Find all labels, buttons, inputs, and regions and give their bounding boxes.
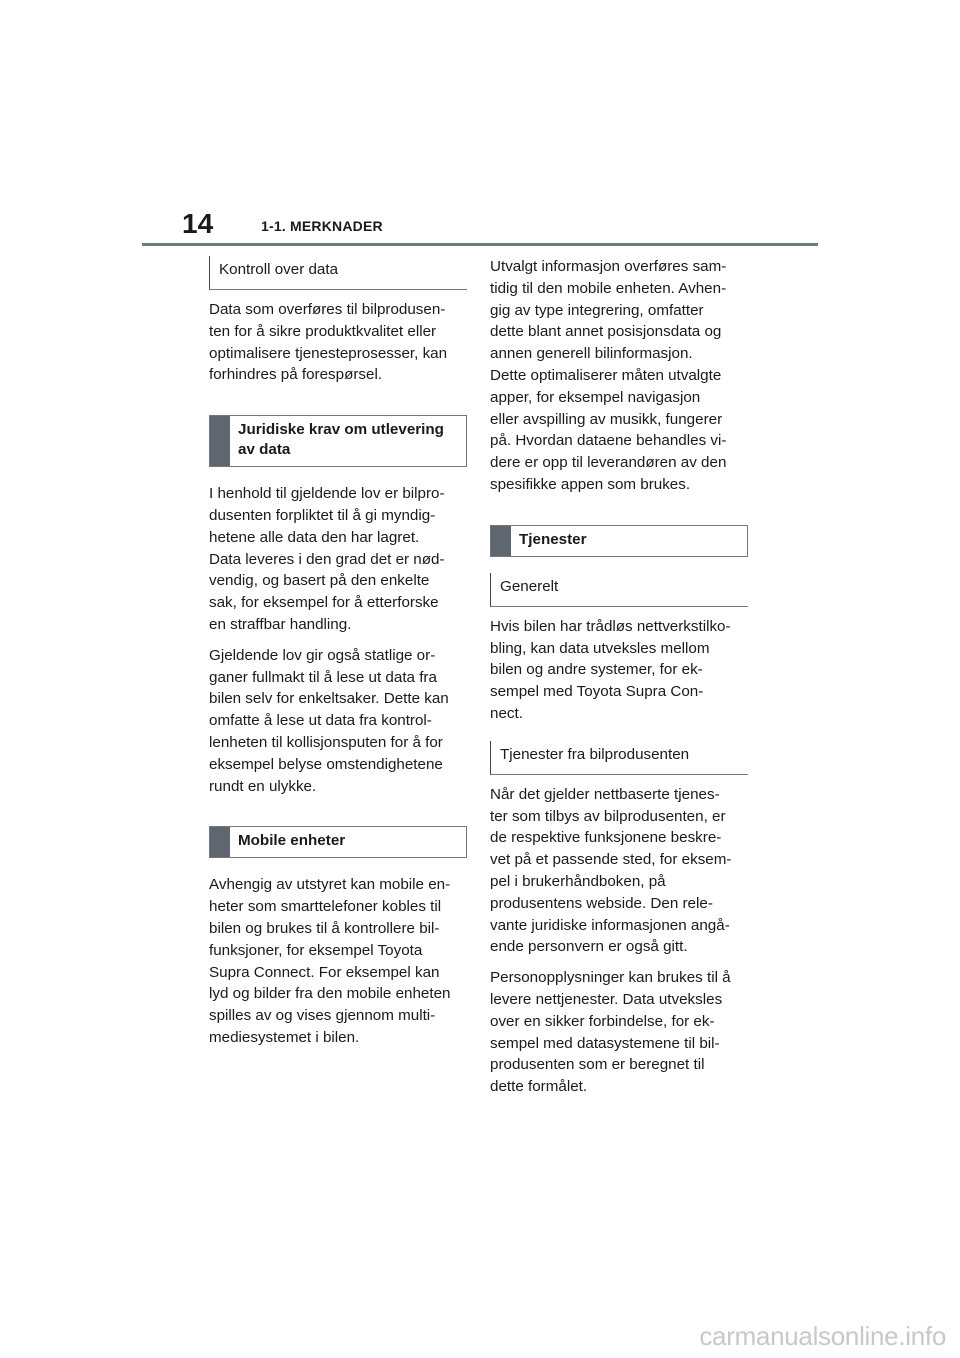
subheading-kontroll: Kontroll over data	[209, 256, 467, 290]
page-number: 14	[182, 208, 214, 239]
section-heading-tjenester	[490, 525, 748, 557]
paragraph: Avhengig av utstyret kan mobile en- heter som smarttelefoner kobles til bilen og brukes til å kontrollere bil- funksjoner, for eksempel Toyota Supra Connect. For eksempel kan lyd og bilder fra den mobile enheten spilles av og vises gjennom multi- mediesystemet i bilen.	[209, 876, 451, 1046]
paragraph: Personopplysninger kan brukes til å levere nettjenester. Data utveksles over en sikker forbindelse, for ek- sempel med datasystemene til bil- produsenten som er beregnet til dette formålet.	[490, 969, 731, 1096]
paragraph: Når det gjelder nettbaserte tjenes- ter som tilbys av bilprodusenten, er de respektive funksjonene beskre- vet på et passende sted, for eksem- pel i brukerhåndboken, på produsentens webside. Den rele- vante juridiske informasjonen angå- ende personvern er også gitt.	[490, 785, 732, 956]
section-heading-label: Mobile enheter	[238, 832, 346, 850]
paragraph: I henhold til gjeldende lov er bilpro- dusenten forpliktet til å gi myndig- hetene alle data den har lagret. Data leveres i den grad det er nød- vendig, og basert på den enkelte sak, for eksempel for å etterforske en straffbar handling.	[209, 485, 445, 633]
header-rule	[142, 243, 818, 246]
section-heading-label: Juridiske krav om utlevering av data	[238, 421, 444, 459]
heading-bar	[491, 526, 511, 556]
left-column	[209, 256, 467, 1049]
heading-bar	[210, 827, 230, 857]
paragraph: Hvis bilen har trådløs nettverkstilko- bling, kan data utveksles mellom bilen og andre systemer, for ek- sempel med Toyota Supra Con- nect.	[490, 617, 731, 722]
subheading-generelt: Generelt	[490, 573, 748, 607]
heading-bar	[210, 416, 230, 466]
paragraph: Gjeldende lov gir også statlige or- ganer fullmakt til å lese ut data fra bilen selv for enkeltsaker. Dette kan omfatte å lese ut data fra kontrol- lenheten til kollisjonsputen for å for eksempel belyse omstendighetene rundt en ulykke.	[209, 646, 449, 795]
paragraph: Utvalgt informasjon overføres sam- tidig til den mobile enheten. Avhen- gig av type integrering, omfatter dette blant annet posisjonsdata og annen generell bilinformasjon. Dette optimaliserer måten utvalgte apper, for eksempel navigasjon eller avspilling av musikk, fungerer på. Hvordan dataene behandles vi- dere er opp til leverandøren av den spesifikke appen som brukes.	[490, 258, 727, 493]
right-column	[490, 256, 748, 1098]
section-heading-juridiske	[209, 415, 467, 467]
watermark: carmanualsonline.info	[699, 1321, 946, 1351]
section-heading-mobile	[209, 826, 467, 858]
subheading-bilprodusenten: Tjenester fra bilprodusenten	[490, 741, 748, 775]
chapter-title: 1-1. MERKNADER	[261, 218, 383, 234]
section-heading-label: Tjenester	[519, 530, 587, 548]
paragraph: Data som overføres til bilprodusen- ten for å sikre produktkvalitet eller optimalisere tjenesteprosesser, kan forhindres på forespørsel.	[209, 301, 448, 384]
